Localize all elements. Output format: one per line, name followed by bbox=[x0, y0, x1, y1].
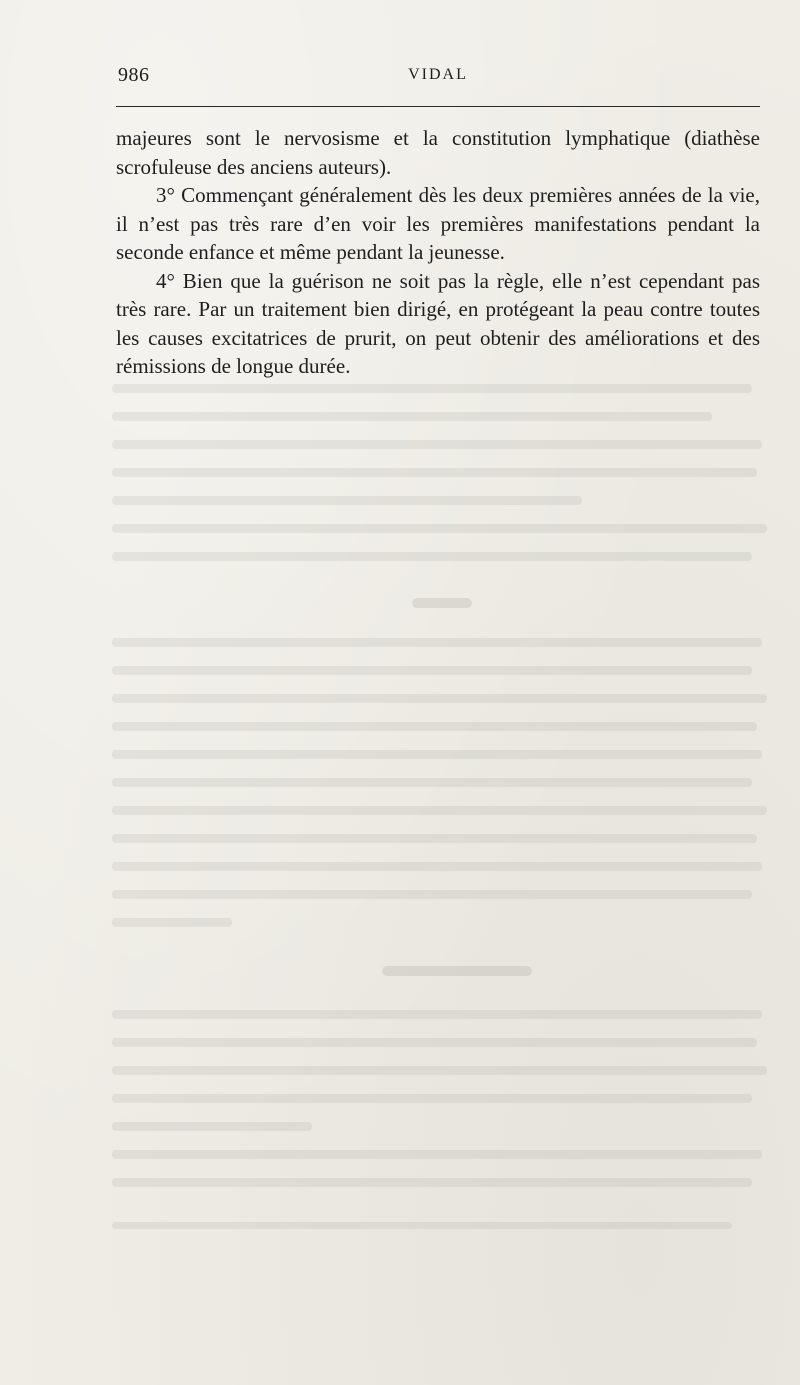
paragraph-continuation: majeures sont le nervosisme et la constitution lymphatique (diathèse scrofuleuse des anciens auteurs). bbox=[116, 126, 760, 179]
page-number: 986 bbox=[118, 64, 150, 86]
header-rule bbox=[116, 106, 760, 107]
paragraph-point-3: 3° Commençant généralement dès les deux premières années de la vie, il n’est pas très rare d’en voir les premières manifestations pendant la seconde enfance et même pendant la jeunesse. bbox=[116, 183, 760, 264]
body-text bbox=[116, 124, 760, 381]
paragraph-point-4: 4° Bien que la guérison ne soit pas la règle, elle n’est cependant pas très rare. Par un traitement bien dirigé, en protégeant la peau contre toutes les causes excitatrices de prurit, on peut obtenir des améliorations et des rémissions de longue durée. bbox=[116, 268, 760, 378]
bleed-through-texture bbox=[112, 360, 772, 1240]
running-head bbox=[118, 64, 758, 94]
running-title: VIDAL bbox=[408, 66, 468, 83]
